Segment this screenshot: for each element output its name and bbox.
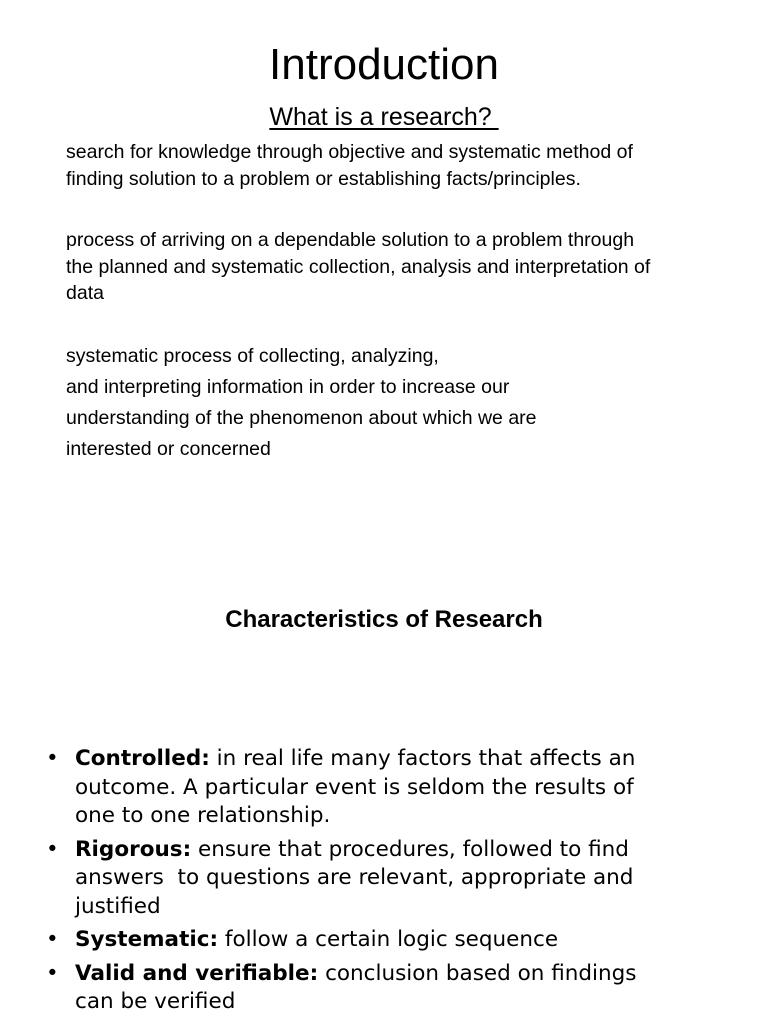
bullet-icon: • — [46, 960, 59, 986]
definition-3-line-2: and interpreting information in order to increase our — [66, 376, 510, 398]
characteristic-item-rigorous — [0, 836, 768, 922]
definition-2 — [66, 227, 746, 307]
definition-1-line-1: search for knowledge through objective and systematic method of — [66, 141, 633, 163]
characteristic-first-line — [75, 836, 768, 865]
characteristic-line: can be verified — [75, 989, 236, 1014]
characteristic-line: outcome. A particular event is seldom the results of — [75, 774, 634, 800]
bullet-icon: • — [46, 927, 59, 952]
characteristics-heading: Characteristics of Research — [225, 606, 543, 633]
subtitle-text: What is a research? — [269, 103, 499, 131]
definition-3 — [66, 341, 746, 465]
characteristic-line: one to one relationship. — [75, 803, 331, 828]
characteristic-first-line — [75, 926, 768, 955]
definition-3-line-3: understanding of the phenomenon about which we are — [66, 407, 537, 429]
definition-1 — [66, 139, 746, 192]
characteristic-text: ensure that procedures, followed to find — [191, 836, 629, 862]
bullet-icon: • — [46, 836, 59, 862]
characteristic-item-systematic — [0, 926, 768, 955]
characteristic-term: Systematic: — [75, 927, 219, 952]
subtitle — [0, 101, 768, 133]
definition-2-line-1: process of arriving on a dependable solution to a problem through — [66, 229, 635, 251]
characteristics-list — [0, 745, 768, 1022]
page-title: Introduction — [269, 40, 499, 89]
characteristic-text: in real life many factors that affects an — [209, 746, 636, 771]
characteristic-line: answers to questions are relevant, appropriate and — [75, 865, 634, 890]
characteristic-term: Controlled: — [75, 746, 210, 771]
characteristic-term: Rigorous: — [75, 836, 192, 862]
characteristic-first-line — [75, 745, 768, 774]
characteristic-text: conclusion based on findings — [318, 960, 637, 986]
definition-3-line-4: interested or concerned — [66, 438, 271, 460]
definition-1-line-2: finding solution to a problem or establishing facts/principles. — [66, 167, 581, 190]
definition-3-line-1: systematic process of collecting, analyzing, — [66, 345, 439, 367]
characteristic-line: justified — [75, 893, 161, 919]
bullet-icon: • — [46, 746, 59, 771]
definition-2-line-2: the planned and systematic collection, analysis and interpretation of — [66, 255, 651, 278]
characteristic-text: follow a certain logic sequence — [218, 927, 559, 952]
characteristic-item-controlled — [0, 745, 768, 831]
definition-2-line-3: data — [66, 282, 104, 304]
characteristic-item-valid-and-verifiable — [0, 960, 768, 1017]
characteristic-first-line — [75, 960, 768, 989]
characteristic-term: Valid and verifiable: — [75, 960, 319, 986]
